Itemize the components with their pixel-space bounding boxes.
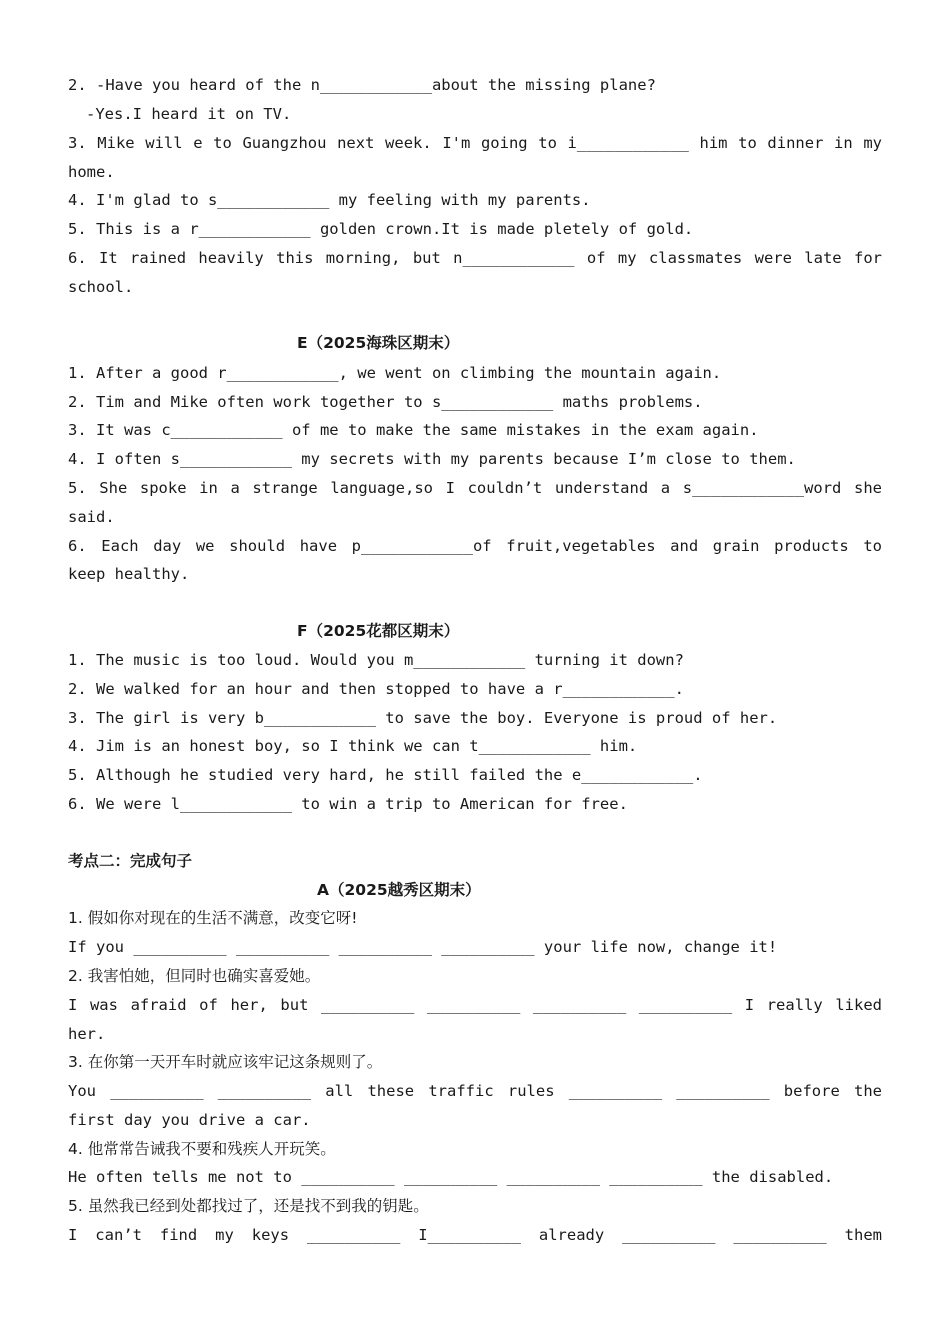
e-q5: 5. She spoke in a strange language,so I couldn’t understand a s____________word she [68, 479, 882, 497]
e-q5-cont: said. [68, 508, 115, 526]
d-q3-cont: home. [68, 163, 115, 181]
a-q5-chinese: 5. 虽然我已经到处都找过了，还是找不到我的钥匙。 [68, 1197, 429, 1215]
e-q3: 3. It was c____________ of me to make the same mistakes in the exam again. [68, 421, 759, 439]
a-q4-chinese: 4. 他常常告诫我不要和残疾人开玩笑。 [68, 1140, 336, 1158]
a-q3-english-cont: first day you drive a car. [68, 1111, 311, 1129]
d-q5: 5. This is a r____________ golden crown.It is made pletely of gold. [68, 220, 694, 238]
d-q6-cont: school. [68, 278, 134, 296]
f-q6: 6. We were l____________ to win a trip to American for free. [68, 795, 628, 813]
a-q1-chinese: 1. 假如你对现在的生活不满意，改变它呀! [68, 909, 358, 927]
d-q6: 6. It rained heavily this morning, but n____________ of my classmates were late for [68, 249, 882, 267]
d-q2: 2. -Have you heard of the n____________about the missing plane? [68, 76, 656, 94]
a-q5-english: I can’t find my keys __________ I__________ already __________ __________ them [68, 1226, 882, 1244]
f-q4: 4. Jim is an honest boy, so I think we can t____________ him. [68, 737, 638, 755]
section-a-title: A（2025越秀区期末） [317, 881, 481, 899]
e-q2: 2. Tim and Mike often work together to s____________ maths problems. [68, 393, 703, 411]
part-two-heading: 考点二：完成句子 [68, 852, 193, 870]
a-q4-english: He often tells me not to __________ __________ __________ __________ the disabled. [68, 1168, 834, 1186]
section-f-title: F（2025花都区期末） [297, 622, 460, 640]
a-q2-english-cont: her. [68, 1025, 106, 1043]
a-q2-chinese: 2. 我害怕她，但同时也确实喜爱她。 [68, 967, 321, 985]
e-q6: 6. Each day we should have p____________of fruit,vegetables and grain products to [68, 537, 882, 555]
a-q2-english: I was afraid of her, but __________ __________ __________ __________ I really liked [68, 996, 882, 1014]
f-q2: 2. We walked for an hour and then stopped to have a r____________. [68, 680, 684, 698]
e-q1: 1. After a good r____________, we went on climbing the mountain again. [68, 364, 722, 382]
f-q5: 5. Although he studied very hard, he still failed the e____________. [68, 766, 703, 784]
d-q3: 3. Mike will e to Guangzhou next week. I'm going to i____________ him to dinner in my [68, 134, 882, 152]
d-q2-answer: -Yes.I heard it on TV. [86, 105, 292, 123]
f-q3: 3. The girl is very b____________ to save the boy. Everyone is proud of her. [68, 709, 778, 727]
a-q1-english: If you __________ __________ __________ __________ your life now, change it! [68, 938, 778, 956]
section-e-title: E（2025海珠区期末） [297, 334, 460, 352]
a-q3-english: You __________ __________ all these traffic rules __________ __________ before the [68, 1082, 882, 1100]
e-q6-cont: keep healthy. [68, 565, 190, 583]
a-q3-chinese: 3. 在你第一天开车时就应该牢记这条规则了。 [68, 1053, 383, 1071]
e-q4: 4. I often s____________ my secrets with my parents because I’m close to them. [68, 450, 796, 468]
d-q4: 4. I'm glad to s____________ my feeling with my parents. [68, 191, 591, 209]
f-q1: 1. The music is too loud. Would you m____________ turning it down? [68, 651, 684, 669]
